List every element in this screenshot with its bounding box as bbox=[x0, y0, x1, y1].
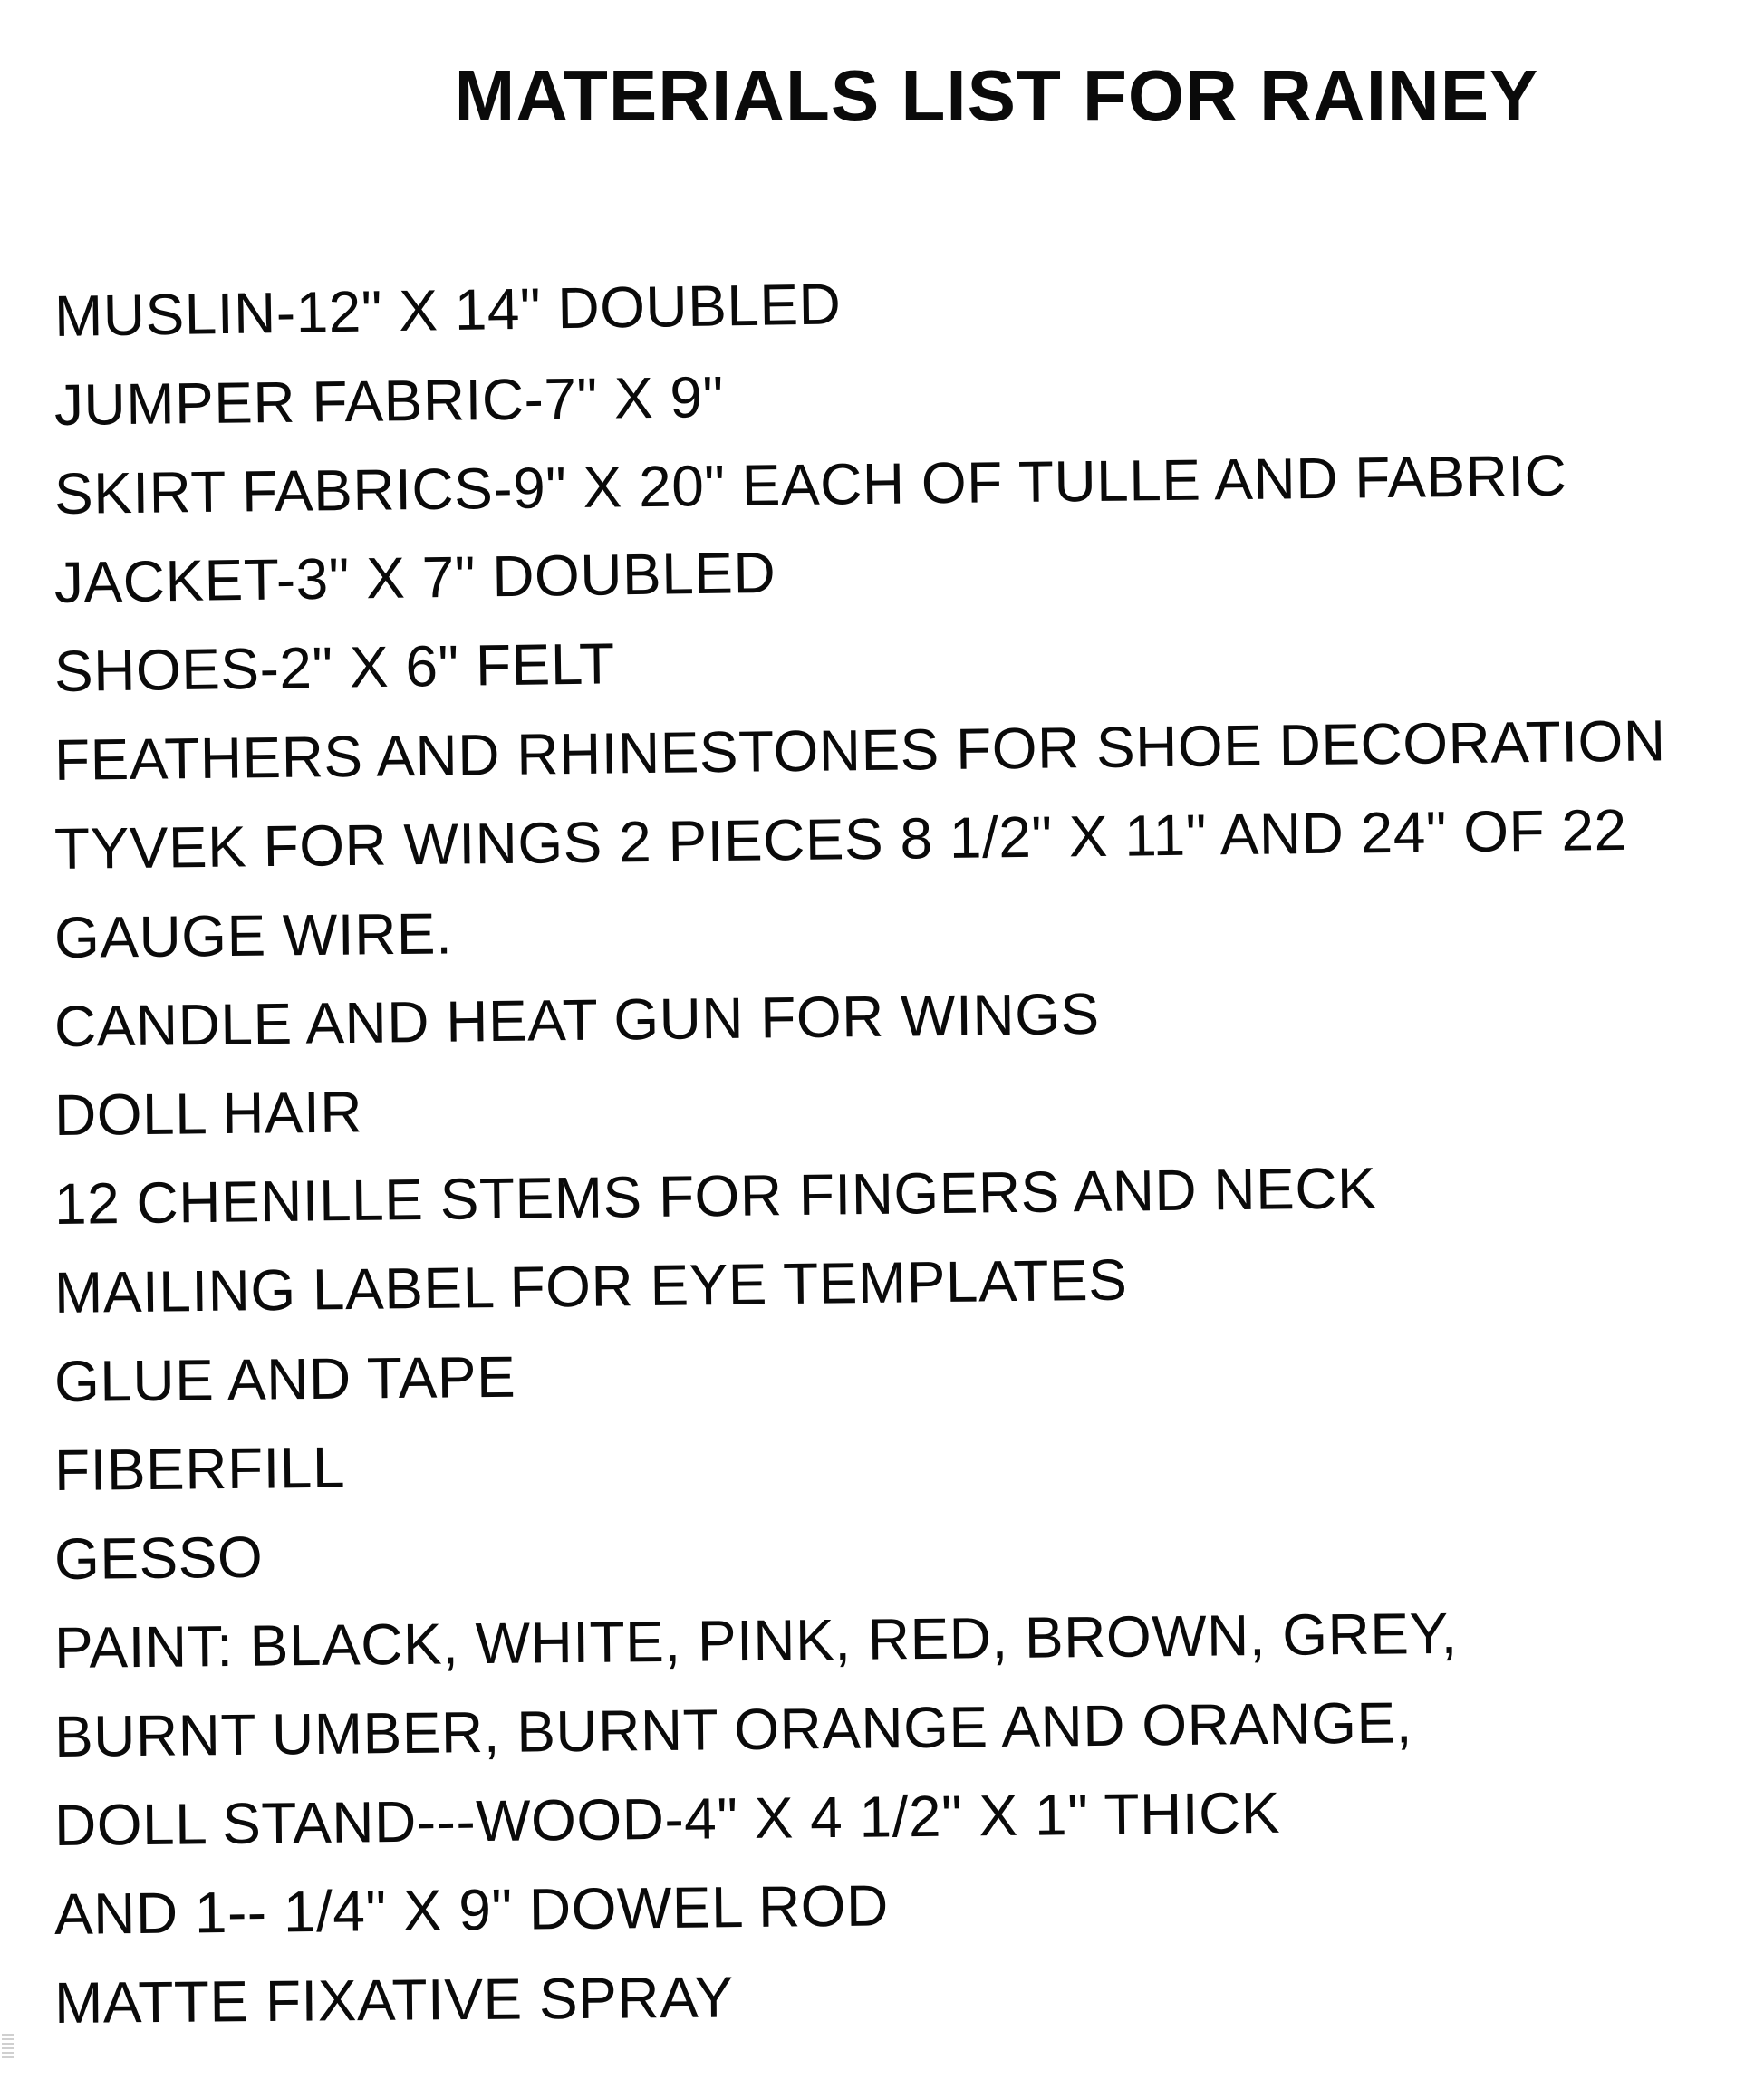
list-item: BURNT UMBER, BURNT ORANGE AND ORANGE, bbox=[53, 1689, 1413, 1769]
list-item: TYVEK FOR WINGS 2 PIECES 8 1/2" X 11" AND 24" OF 22 bbox=[53, 796, 1628, 881]
list-item: SKIRT FABRICS-9" X 20" EACH OF TULLE AND FABRIC bbox=[53, 442, 1567, 526]
materials-list bbox=[54, 272, 1758, 2047]
list-item: GESSO bbox=[53, 1524, 264, 1592]
list-item: FEATHERS AND RHINESTONES FOR SHOE DECORATION bbox=[53, 707, 1666, 793]
list-item: JUMPER FABRIC-7" X 9" bbox=[53, 363, 725, 438]
list-item: GLUE AND TAPE bbox=[53, 1343, 516, 1414]
list-item: CANDLE AND HEAT GUN FOR WINGS bbox=[53, 980, 1100, 1059]
list-item: JACKET-3" X 7" DOUBLED bbox=[53, 539, 776, 615]
list-item: 12 CHENILLE STEMS FOR FINGERS AND NECK bbox=[53, 1155, 1377, 1237]
list-item: FIBERFILL bbox=[53, 1434, 346, 1503]
scan-artifact bbox=[2, 2034, 14, 2061]
list-item: MATTE FIXATIVE SPRAY bbox=[53, 1964, 734, 2036]
list-item: GAUGE WIRE. bbox=[53, 900, 453, 970]
list-item: MUSLIN-12" X 14" DOUBLED bbox=[53, 271, 842, 349]
list-item: SHOES-2" X 6" FELT bbox=[53, 630, 616, 704]
list-item: DOLL STAND---WOOD-4" X 4 1/2" X 1" THICK bbox=[53, 1779, 1281, 1858]
list-item: MAILING LABEL FOR EYE TEMPLATES bbox=[53, 1246, 1128, 1325]
page-title: MATERIALS LIST FOR RAINEY bbox=[454, 55, 1539, 136]
list-item: DOLL HAIR bbox=[53, 1079, 363, 1148]
list-item: PAINT: BLACK, WHITE, PINK, RED, BROWN, GREY, bbox=[53, 1600, 1459, 1680]
list-item: AND 1-- 1/4" X 9" DOWEL ROD bbox=[53, 1872, 890, 1947]
